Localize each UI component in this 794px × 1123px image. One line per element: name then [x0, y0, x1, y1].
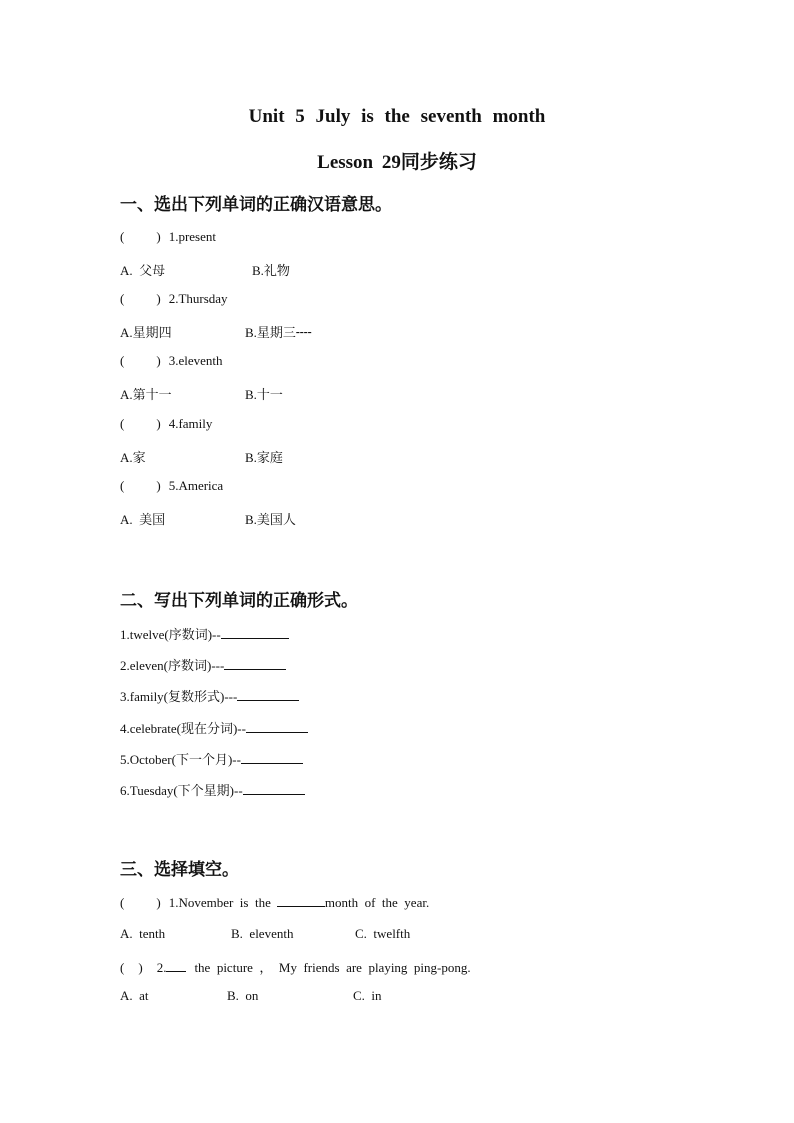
answer-blank — [221, 626, 289, 639]
s1-q1-option-b: B.礼物 — [252, 263, 290, 278]
s2-item-6-text: 6.Tuesday(下个星期)-- — [120, 783, 243, 798]
s2-item-1-text: 1.twelve(序数词)-- — [120, 627, 221, 642]
s1-q3-option-b: B.十一 — [245, 387, 283, 402]
s1-q2-option-b: B.星期三╌╌ — [245, 325, 312, 340]
answer-blank — [243, 782, 305, 795]
s3-q1-option-b: B. eleventh — [231, 926, 294, 941]
question-text: 3.eleventh — [168, 353, 223, 368]
paren-close: ) — [156, 478, 161, 493]
question-text: 2.Thursday — [168, 291, 228, 306]
s2-item-3-text: 3.family(复数形式)--- — [120, 689, 238, 704]
paren-open: ( — [120, 478, 125, 493]
section-1-heading: 一、选出下列单词的正确汉语意思。 — [120, 195, 392, 215]
answer-blank — [241, 751, 303, 764]
s2-item-5 — [120, 749, 303, 768]
s3-q1-option-a: A. tenth — [120, 926, 166, 941]
paren-open: ( — [120, 895, 125, 910]
s1-q2 — [120, 291, 228, 307]
paren-close: ) — [156, 353, 161, 368]
paren-close: ) — [156, 229, 161, 244]
lesson-subtitle: Lesson 29同步练习 — [317, 152, 477, 173]
section-2-heading: 二、写出下列单词的正确形式。 — [120, 591, 358, 611]
question-text: 1.present — [168, 229, 216, 244]
s3-q2-rest: the picture ， My friends are playing ping-pong. — [194, 960, 471, 975]
s3-q1-rest: month of the year. — [324, 895, 430, 910]
paren-open: ( — [120, 229, 125, 244]
answer-blank — [166, 959, 186, 972]
s2-item-4 — [120, 718, 308, 737]
s2-item-4-text: 4.celebrate(现在分词)-- — [120, 721, 246, 736]
s1-q5 — [120, 478, 223, 494]
s3-q2-option-b: B. on — [227, 988, 259, 1003]
s3-q1 — [120, 894, 429, 911]
s2-item-3 — [120, 686, 299, 705]
s3-q2-option-a: A. at — [120, 988, 149, 1003]
page-title: Unit 5 July is the seventh month — [248, 106, 546, 127]
s2-item-2-text: 2.eleven(序数词)--- — [120, 658, 225, 673]
s1-q2-option-a: A.星期四 — [120, 325, 172, 340]
answer-blank — [277, 894, 325, 907]
paren-close: ) — [138, 960, 143, 975]
s3-q2 — [120, 957, 471, 976]
s2-item-5-text: 5.October(下一个月)-- — [120, 752, 241, 767]
s1-q1 — [120, 229, 216, 245]
s2-item-1 — [120, 624, 289, 643]
paren-open: ( — [120, 353, 125, 368]
s2-item-2 — [120, 655, 286, 674]
s1-q5-option-b: B.美国人 — [245, 512, 296, 527]
s2-item-6 — [120, 780, 305, 799]
s1-q5-option-a: A. 美国 — [120, 512, 166, 527]
s1-q4-option-b: B.家庭 — [245, 450, 283, 465]
s3-q2-option-c: C. in — [353, 988, 382, 1003]
answer-blank — [237, 688, 299, 701]
s3-q2-text: 2. — [156, 960, 167, 975]
s1-q1-option-a: A. 父母 — [120, 263, 166, 278]
question-text: 5.America — [168, 478, 224, 493]
s1-q4-option-a: A.家 — [120, 450, 146, 465]
paren-close: ) — [156, 416, 161, 431]
answer-blank — [246, 720, 308, 733]
paren-open: ( — [120, 960, 125, 975]
paren-open: ( — [120, 291, 125, 306]
s1-q3 — [120, 353, 222, 369]
answer-blank — [224, 657, 286, 670]
s3-q1-option-c: C. twelfth — [355, 926, 411, 941]
paren-close: ) — [156, 895, 161, 910]
s3-q1-text: 1.November is the — [168, 895, 271, 910]
s1-q4 — [120, 416, 212, 432]
paren-open: ( — [120, 416, 125, 431]
section-3-heading: 三、选择填空。 — [120, 860, 239, 880]
paren-close: ) — [156, 291, 161, 306]
question-text: 4.family — [168, 416, 213, 431]
s1-q3-option-a: A.第十一 — [120, 387, 172, 402]
